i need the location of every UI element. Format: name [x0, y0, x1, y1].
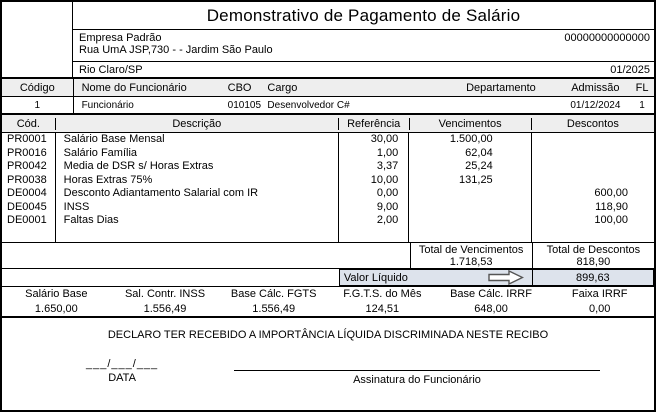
bases-table — [2, 286, 654, 318]
table-row — [2, 174, 654, 188]
base-value: 1.556,49 — [252, 302, 296, 315]
company-address: Rua UmA JSP,730 - - Jardim São Paulo — [79, 44, 273, 56]
item-reference: 10,00 — [339, 174, 410, 188]
items-table-header — [2, 115, 654, 133]
items-header-descontos: Descontos — [566, 117, 619, 130]
item-reference: 2,00 — [339, 214, 410, 228]
header-right — [73, 2, 654, 77]
item-code: PR0038 — [2, 174, 56, 188]
item-deduction: 600,00 — [594, 187, 628, 199]
net-value-label: Valor Líquido — [343, 271, 408, 284]
bases-values-row — [2, 302, 654, 317]
employee-fl: 1 — [639, 99, 645, 111]
employee-row — [2, 97, 654, 115]
total-deductions-label: Total de Descontos — [546, 243, 641, 256]
item-description: Faltas Dias — [56, 214, 339, 228]
total-earnings-value: 1.718,53 — [449, 255, 493, 268]
employee-table-header — [2, 77, 654, 97]
employee-header-cargo: Cargo — [267, 81, 298, 94]
item-earning: 1.500,00 — [409, 133, 531, 147]
declaration-text: DECLARO TER RECEBIDO A IMPORTÂNCIA LÍQUIDA DISCRIMINADA NESTE RECIBO — [107, 329, 549, 341]
items-table-body — [2, 133, 654, 243]
empty-cell — [339, 228, 410, 243]
table-row — [2, 214, 654, 228]
item-deduction — [532, 147, 654, 161]
base-value: 0,00 — [588, 302, 611, 315]
total-earnings-label: Total de Vencimentos — [418, 243, 524, 256]
employee-header-codigo: Código — [2, 79, 74, 96]
net-value-row — [2, 269, 654, 286]
empty-cell — [56, 228, 339, 243]
table-row — [2, 133, 654, 147]
item-earning: 131,25 — [409, 174, 531, 188]
item-code: PR0001 — [2, 133, 56, 147]
employee-header-fl: FL — [635, 81, 649, 94]
total-deductions-box — [532, 243, 654, 269]
signature-line — [234, 370, 600, 371]
company-name: Empresa Padrão — [79, 32, 162, 44]
employee-cargo: Desenvolvedor C# — [267, 99, 350, 111]
date-label: DATA — [108, 372, 136, 384]
empty-cell — [2, 228, 56, 243]
base-value: 124,51 — [365, 302, 400, 315]
base-label: F.G.T.S. do Mês — [343, 288, 422, 301]
totals-spacer — [2, 243, 410, 269]
items-header-vencimentos: Vencimentos — [410, 118, 532, 130]
items-header-cod: Cód. — [2, 118, 56, 130]
item-code: PR0016 — [2, 147, 56, 161]
employee-cbo: 010105 — [227, 99, 262, 111]
base-label: Base Cálc. IRRF — [450, 288, 532, 301]
item-deduction: 100,00 — [594, 214, 628, 226]
date-blanks: ___/___/___ — [86, 358, 159, 370]
item-deduction: 118,90 — [595, 200, 628, 213]
item-reference: 9,00 — [339, 201, 410, 215]
total-earnings-box — [410, 243, 532, 269]
table-row — [2, 201, 654, 215]
item-deduction — [532, 133, 654, 147]
base-value: 1.556,49 — [143, 302, 187, 315]
signature-area — [234, 370, 600, 386]
item-description: Horas Extras 75% — [56, 174, 339, 188]
net-value-spacer — [2, 269, 339, 286]
item-description: Desconto Adiantamento Salarial com IR — [56, 187, 339, 201]
employee-header-admissao: Admissão — [571, 81, 620, 94]
employee-header-nome: Nome do Funcionário — [81, 81, 187, 94]
receipt-footer — [2, 318, 654, 410]
document-header — [2, 2, 654, 77]
item-deduction — [532, 160, 654, 174]
net-value-amount: 899,63 — [532, 269, 654, 286]
item-earning — [409, 201, 531, 215]
table-row — [2, 187, 654, 201]
bases-labels-row — [2, 287, 654, 302]
employee-header-cbo: CBO — [227, 81, 252, 94]
page-title: Demonstrativo de Pagamento de Salário — [73, 2, 654, 30]
item-earning: 62,04 — [409, 147, 531, 161]
payroll-period: 01/2025 — [610, 64, 650, 76]
item-description: Media de DSR s/ Horas Extras — [56, 160, 339, 174]
items-header-descricao: Descrição — [56, 118, 339, 130]
employee-nome: Funcionário — [81, 99, 134, 111]
items-empty-space — [2, 228, 654, 243]
item-deduction — [532, 174, 654, 188]
date-area — [86, 358, 158, 384]
signature-label: Assinatura do Funcionário — [353, 374, 481, 386]
employee-codigo: 1 — [2, 97, 74, 113]
item-earning — [409, 187, 531, 201]
company-info — [73, 30, 654, 77]
item-earning — [409, 214, 531, 228]
item-code: PR0042 — [2, 160, 56, 174]
item-reference: 30,00 — [339, 133, 410, 147]
net-value-box — [339, 269, 532, 286]
item-description: Salário Base Mensal — [56, 133, 339, 147]
item-description: INSS — [56, 201, 339, 215]
item-earning: 25,24 — [409, 160, 531, 174]
base-label: Salário Base — [25, 288, 88, 301]
table-row — [2, 147, 654, 161]
base-label: Base Cálc. FGTS — [230, 288, 317, 301]
employee-header-departamento: Departamento — [466, 81, 536, 94]
empty-cell — [409, 228, 531, 243]
right-arrow-icon — [488, 270, 524, 285]
item-reference: 0,00 — [339, 187, 410, 201]
base-value: 648,00 — [474, 302, 508, 315]
employee-admissao: 01/12/2024 — [570, 99, 621, 111]
table-row — [2, 160, 654, 174]
totals-row — [2, 243, 654, 269]
item-code: DE0001 — [2, 214, 56, 228]
total-deductions-value: 818,90 — [576, 255, 611, 268]
item-code: DE0045 — [2, 201, 56, 215]
empty-cell — [532, 228, 654, 243]
items-header-referencia: Referência — [339, 118, 410, 130]
base-label: Faixa IRRF — [571, 288, 628, 301]
item-code: DE0004 — [2, 187, 56, 201]
item-description: Salário Família — [56, 147, 339, 161]
base-value: 1.650,00 — [34, 302, 78, 315]
company-registry-number: 00000000000000 — [564, 32, 650, 44]
company-city: Rio Claro/SP — [79, 64, 143, 76]
item-reference: 1,00 — [339, 147, 410, 161]
base-label: Sal. Contr. INSS — [124, 288, 206, 301]
logo-placeholder — [2, 2, 73, 77]
item-reference: 3,37 — [339, 160, 410, 174]
